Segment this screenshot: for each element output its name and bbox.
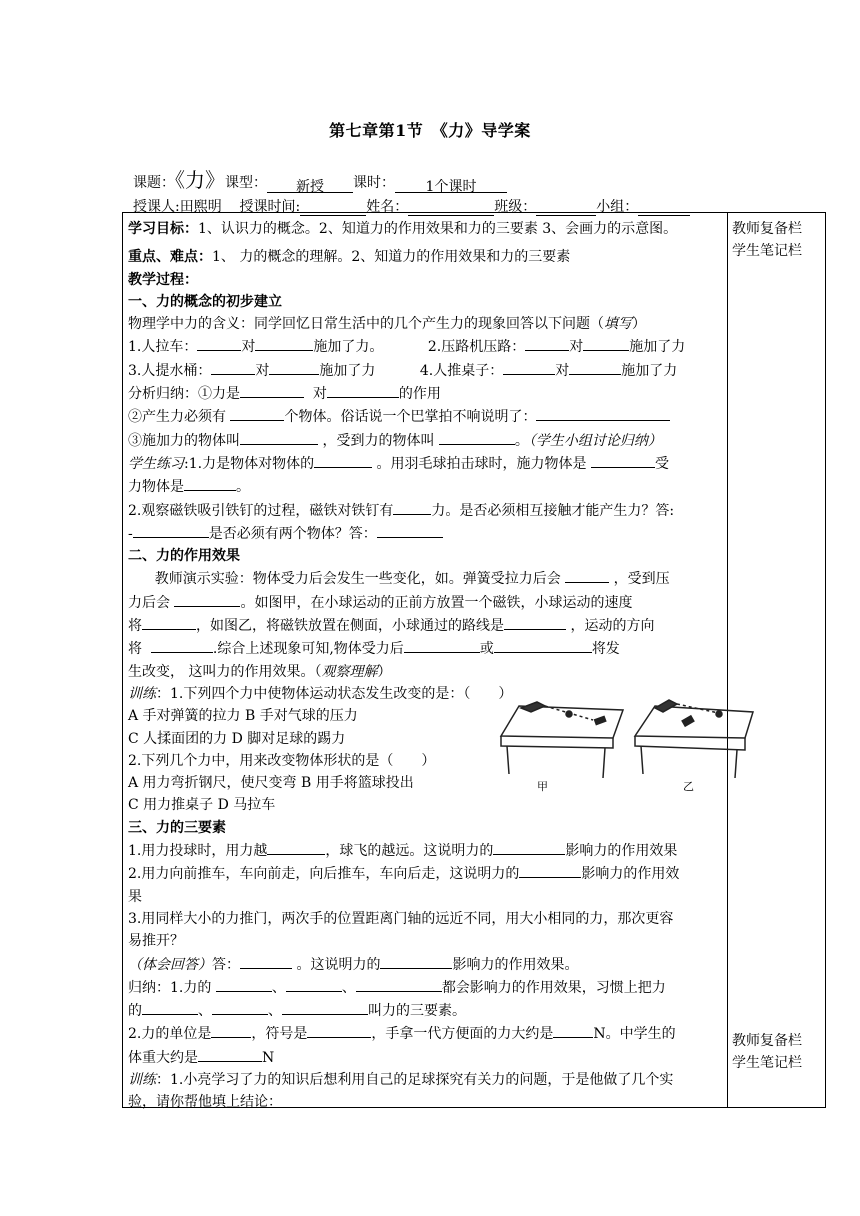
blank[interactable] [591, 452, 655, 468]
s2-p3: 将 ，如图乙，将磁铁放置在侧面，小球通过的路线是 ，运动的方向 [128, 614, 724, 637]
process-heading: 教学过程： [128, 271, 198, 288]
header-line-1: 课题：《力》课型： 新授 课时： 1个课时 [133, 164, 507, 193]
blank[interactable] [133, 522, 209, 538]
blank[interactable] [230, 405, 284, 421]
blank[interactable] [211, 1022, 251, 1038]
side-notes-bottom: 教师复备栏 学生笔记栏 [732, 1033, 802, 1071]
blank[interactable] [197, 335, 241, 351]
blank[interactable] [198, 1046, 262, 1062]
blank[interactable] [565, 567, 609, 583]
q1-q2: 1.人拉车： 对 施加了力。 2.压路机压路： 对 施加了力 [128, 335, 724, 358]
blank[interactable] [519, 862, 581, 878]
experiment-figure [497, 694, 755, 792]
figure-label-yi: 乙 [683, 781, 694, 792]
blank[interactable] [307, 1022, 371, 1038]
q3-q4: 3.人提水桶： 对 施加了力 4.人推桌子： 对 施加了力 [128, 359, 724, 382]
training-2-ab: A 用力弯折钢尺，使尺变弯 B 用手将篮球投出 [128, 775, 414, 792]
lesson-body [128, 218, 724, 1114]
hours-value[interactable]: 1个课时 [395, 176, 507, 193]
section-3-title: 三、力的三要素 [128, 819, 226, 836]
blank[interactable] [174, 591, 240, 607]
topic-value: 《力》 [175, 168, 225, 192]
figure-yi [635, 700, 753, 778]
side-notes-top: 教师复备栏 学生笔记栏 [732, 221, 802, 259]
exercise-1: 学生练习:1.力是物体对物体的 。用羽毛球拍击球时，施力物体是 受 [128, 452, 724, 475]
summary-1: 归纳：1.力的 、 、 都会影响力的作用效果，习惯上把力 [128, 976, 724, 999]
training-1: 训练：1.下列四个力中使物体运动状态发生改变的是：（ ） [128, 685, 513, 702]
type-value[interactable]: 新授 [267, 176, 353, 193]
blank[interactable] [356, 976, 442, 992]
blank[interactable] [269, 359, 319, 375]
blank[interactable] [525, 335, 569, 351]
section-2-title: 二、力的作用效果 [128, 548, 240, 565]
analysis-1: 分析归纳：①力是 对 的作用 [128, 382, 724, 405]
blank[interactable] [377, 522, 443, 538]
exercise-2: 2.观察磁铁吸引铁钉的过程，磁铁对铁钉有 力。是否必须相互接触才能产生力？答: [128, 499, 724, 522]
final-training-cont: 验，请你帮他填上结论： [128, 1094, 282, 1111]
blank[interactable] [569, 359, 621, 375]
blank[interactable] [536, 405, 670, 421]
s2-p5: 生改变， 这叫力的作用效果。（观察理解） [128, 663, 392, 680]
blank[interactable] [503, 359, 555, 375]
training-1-cd: C 人揉面团的力 D 脚对足球的踢力 [128, 730, 346, 747]
section-1-title: 一、力的概念的初步建立 [128, 293, 282, 310]
s3-q4: （体会回答）答： 。这说明力的 影响力的作用效果。 [128, 953, 724, 976]
unit-1: 2.力的单位是 ，符号是 ，手拿一代方便面的力大约是 N。中学生的 [128, 1022, 724, 1045]
figure-label-jia: 甲 [537, 781, 548, 792]
blank[interactable] [142, 999, 198, 1015]
blank[interactable] [211, 359, 255, 375]
s3-q3: 3.用同样大小的力推门，两次手的位置距离门轴的远近不同，用大小相同的力，那次更容 [128, 910, 674, 927]
blank[interactable] [404, 637, 480, 653]
blank[interactable] [142, 614, 196, 630]
training-2-cd: C 用力推桌子 D 马拉车 [128, 797, 276, 814]
blank[interactable] [216, 976, 272, 992]
summary-2: 的 、 、 叫力的三要素。 [128, 999, 724, 1022]
final-training: 训练：1.小亮学习了力的知识后想利用自己的足球探究有关力的问题，于是他做了几个实 [128, 1071, 674, 1088]
blank[interactable] [553, 1022, 593, 1038]
exercise-2-cont: - 是否必须有两个物体？答： [128, 522, 724, 545]
blank[interactable] [240, 429, 318, 445]
blank[interactable] [240, 382, 304, 398]
header-line-2: 授课人:田熙明 授课时间: 姓名： 班级： 小组： [133, 196, 690, 216]
blank[interactable] [286, 976, 342, 992]
page-title: 第七章第1节 《力》导学案 [329, 121, 531, 140]
key-line: 重点、难点：1、 力的概念的理解。2、知道力的作用效果和力的三要素 [128, 249, 571, 266]
blank[interactable] [439, 429, 515, 445]
s1-intro: 物理学中力的含义：同学回忆日常生活中的几个产生力的现象回答以下问题（填写） [128, 316, 646, 333]
exercise-1-cont: 力物体是 。 [128, 475, 724, 498]
blank[interactable] [314, 452, 372, 468]
figure-jia [501, 702, 623, 778]
analysis-2: ②产生力必须有 个物体。俗话说一个巴掌拍不响说明了： [128, 405, 724, 428]
blank[interactable] [184, 475, 236, 491]
training-2: 2.下列几个力中，用来改变物体形状的是（ ） [128, 752, 436, 769]
blank[interactable] [282, 999, 368, 1015]
s2-p1: 教师演示实验：物体受力后会发生一些变化，如。弹簧受拉力后会 ，受到压 [128, 567, 724, 590]
blank[interactable] [504, 614, 566, 630]
s3-q2-cont: 果 [128, 888, 142, 905]
blank[interactable] [380, 953, 452, 969]
unit-2: 体重大约是 N [128, 1046, 724, 1069]
s3-q2: 2.用力向前推车，车向前走，向后推车，车向后走，这说明力的 影响力的作用效 [128, 862, 724, 885]
blank[interactable] [327, 382, 399, 398]
blank[interactable] [240, 953, 292, 969]
blank[interactable] [255, 335, 313, 351]
goal-line: 学习目标：1、认识力的概念。2、知道力的作用效果和力的三要素 3、会画力的示意图。 [128, 221, 678, 237]
blank[interactable] [151, 637, 213, 653]
blank[interactable] [493, 839, 565, 855]
s3-q1: 1.用力投球时，用力越 ，球飞的越远。这说明力的 影响力的作用效果 [128, 839, 724, 862]
column-divider [727, 213, 728, 1107]
blank[interactable] [267, 839, 325, 855]
analysis-3: ③施加力的物体叫 ，受到力的物体叫 。（学生小组讨论归纳） [128, 429, 724, 452]
blank[interactable] [393, 499, 431, 515]
blank[interactable] [212, 999, 268, 1015]
s3-q3-cont: 易推开？ [128, 933, 184, 950]
blank[interactable] [583, 335, 629, 351]
training-1-ab: A 手对弹簧的拉力 B 手对气球的压力 [128, 708, 358, 725]
s2-p4: 将 .综合上述现象可知,物体受力后 或 将发 [128, 637, 724, 660]
s2-p2: 力后会 。如图甲，在小球运动的正前方放置一个磁铁，小球运动的速度 [128, 591, 724, 614]
blank[interactable] [494, 637, 592, 653]
